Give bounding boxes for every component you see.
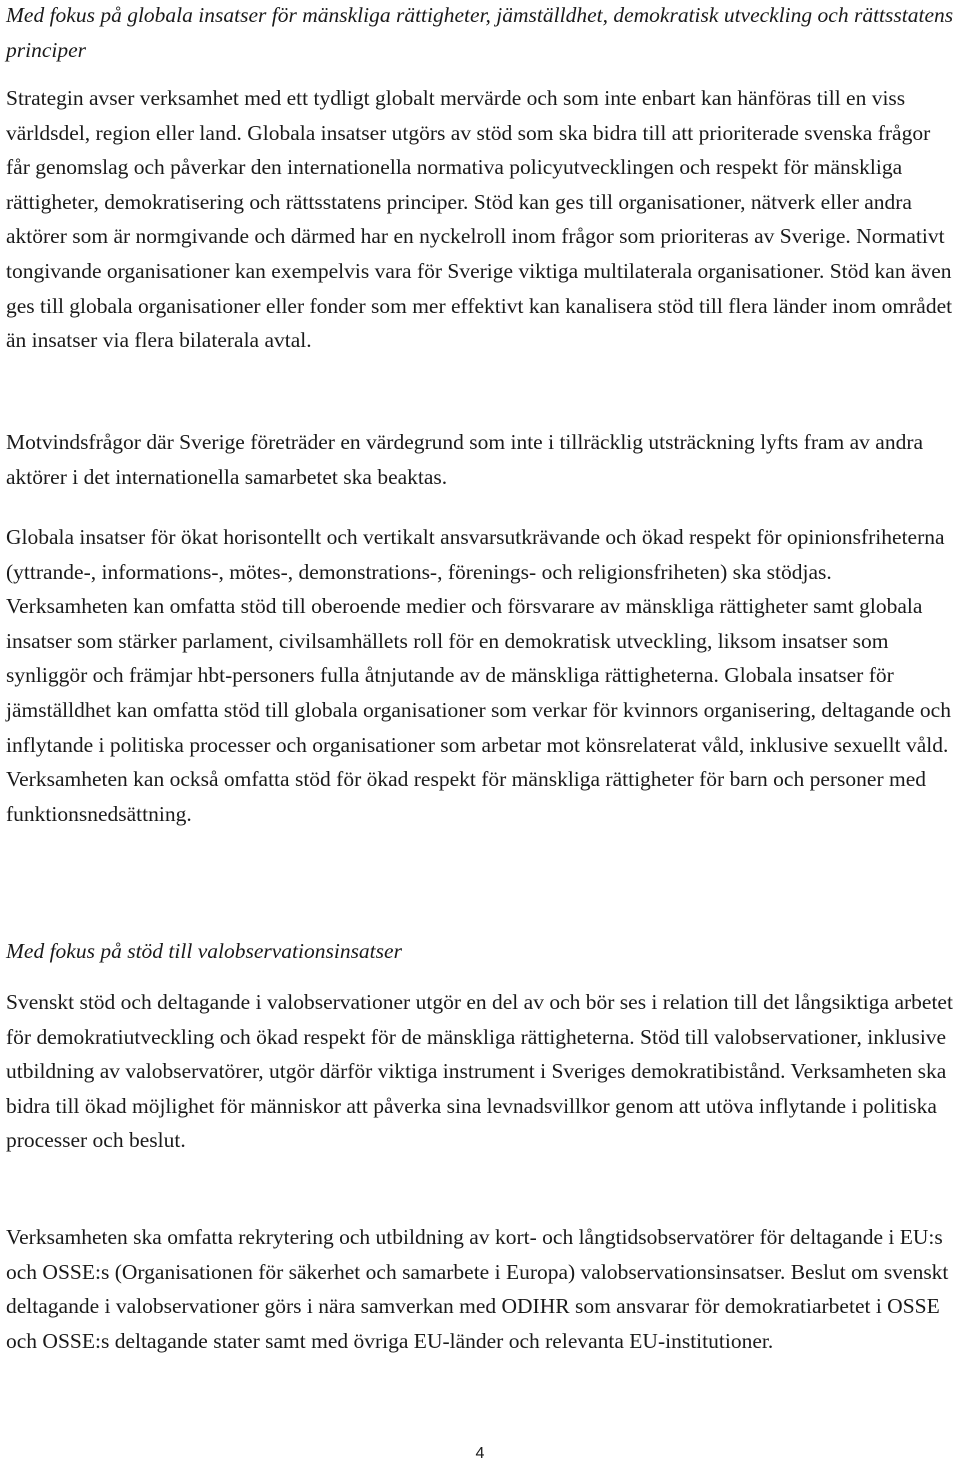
page-number: 4 [475,1445,485,1462]
section-heading-election-observation: Med fokus på stöd till valobservationsinsatser [6,939,402,963]
paragraph-accountability-freedoms: Globala insatser för ökat horisontellt och vertikalt ansvarsutkrävande och ökad respekt för opinionsfriheterna (yttrande-, informations-, mötes-, demonstrations-, förenings- och religionsfriheten) ska stödjas. Verksamheten kan omfatta stöd till oberoende medier och försvarare av mänskliga rättigheter samt globala insatser som stärker parlament, civilsamhällets roll för en demokratisk utveckling, liksom insatser som synliggör och främjar hbt-personers fulla åtnjutande av de mänskliga rättigheterna. Globala insatser för jämställdhet kan omfatta stöd till globala organisationer som verkar för kvinnors organisering, deltagande och inflytande i politiska processer och organisationer som arbetar mot könsrelaterat våld, inklusive sexuellt våld. Verksamheten kan också omfatta stöd för ökad respekt för mänskliga rättigheter för barn och personer med funktionsnedsättning. [6,525,951,826]
section-heading-global-efforts: Med fokus på globala insatser för mänskliga rättigheter, jämställdhet, demokratisk utveckling och rättsstatens principer [6,3,954,62]
paragraph-election-observation-support: Svenskt stöd och deltagande i valobservationer utgör en del av och bör ses i relation till det långsiktiga arbetet för demokratiutveckling och ökad respekt för de mänskliga rättigheterna. Stöd till valobservationer, inklusive utbildning av valobservatörer, utgör därför viktiga instrument i Sveriges demokratibistånd. Verksamheten ska bidra till ökad möjlighet för människor att påverka sina levnadsvillkor genom att utöva inflytande i politiska processer och beslut. [6,990,953,1153]
paragraph-observer-recruitment: Verksamheten ska omfatta rekrytering och utbildning av kort- och långtidsobservatörer för deltagande i EU:s och OSSE:s (Organisationen för säkerhet och samarbete i Europa) valobservationsinsatser. Beslut om svenskt deltagande i valobservationer görs i nära samverkan med ODIHR som ansvarar för demokratiarbetet i OSSE och OSSE:s deltagande stater samt med övriga EU-länder och relevanta EU-institutioner. [6,1225,949,1353]
paragraph-headwind-issues: Motvindsfrågor där Sverige företräder en värdegrund som inte i tillräcklig utsträckning lyfts fram av andra aktörer i det internationella samarbetet ska beaktas. [6,430,924,489]
paragraph-strategy-scope: Strategin avser verksamhet med ett tydligt globalt mervärde och som inte enbart kan hänföras till en viss världsdel, region eller land. Globala insatser utgörs av stöd som ska bidra till att prioriterade svenska frågor får genomslag och påverkar den internationella normativa policyutvecklingen och respekt för mänskliga rättigheter, demokratisering och rättsstatens principer. Stöd kan ges till organisationer, nätverk eller andra aktörer som är normgivande och därmed har en nyckelroll inom frågor som prioriteras av Sverige. Normativt tongivande organisationer kan exempelvis vara för Sverige viktiga multilaterala organisationer. Stöd kan även ges till globala organisationer eller fonder som mer effektivt kan kanalisera stöd till flera länder inom området än insatser via flera bilaterala avtal. [6,86,953,353]
